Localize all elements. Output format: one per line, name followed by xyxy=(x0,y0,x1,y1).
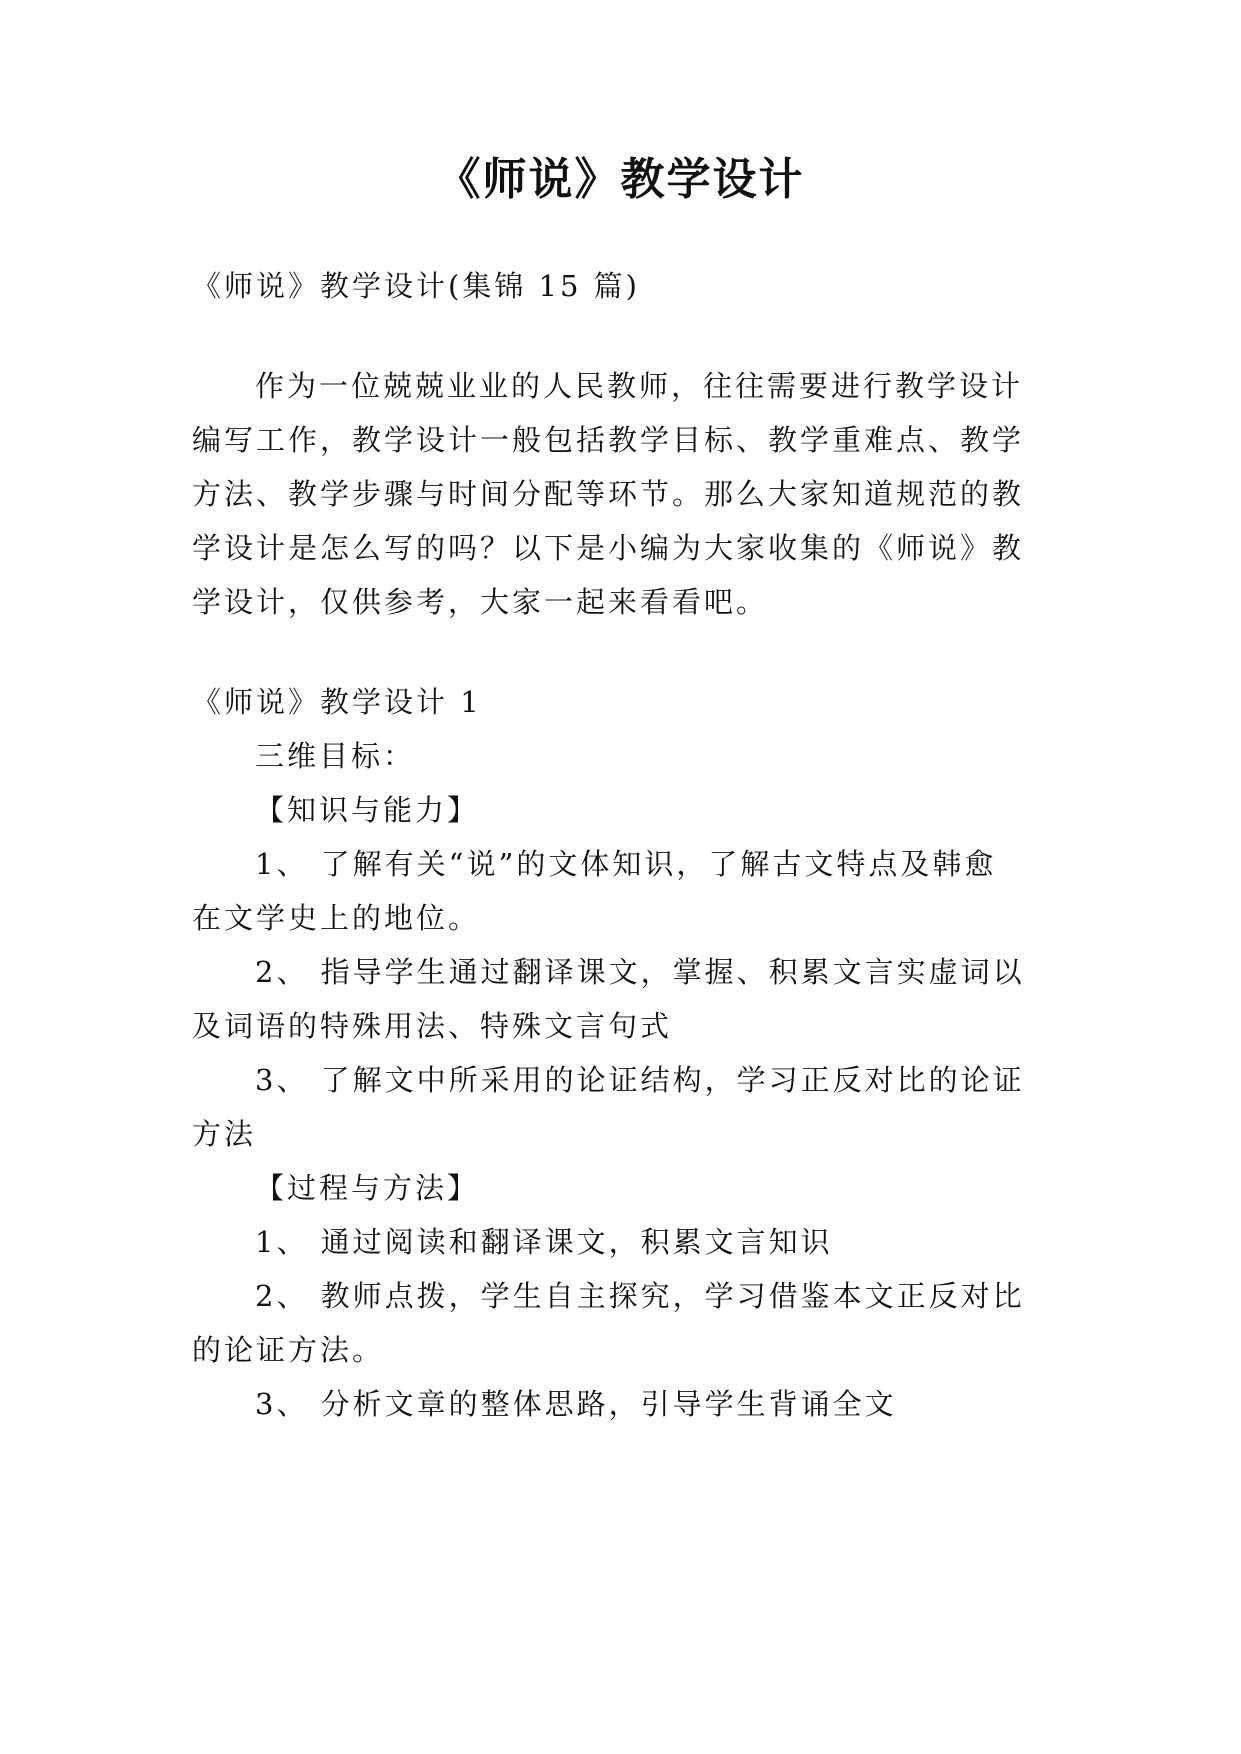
intro-line-3: 方法、教学步骤与时间分配等环节。那么大家知道规范的教 xyxy=(192,477,1025,511)
process-item-2-cont: 的论证方法。 xyxy=(192,1333,385,1367)
intro-line-5: 学设计，仅供参考，大家一起来看看吧。 xyxy=(192,585,769,619)
process-item-2: 2、 教师点拨，学生自主探究，学习借鉴本文正反对比 xyxy=(255,1279,1025,1313)
process-heading: 【过程与方法】 xyxy=(255,1171,480,1205)
knowledge-heading: 【知识与能力】 xyxy=(255,793,480,827)
goals-label: 三维目标： xyxy=(255,739,416,773)
knowledge-item-2: 2、 指导学生通过翻译课文，掌握、积累文言实虚词以 xyxy=(255,955,1025,989)
knowledge-item-1-cont: 在文学史上的地位。 xyxy=(192,901,481,935)
section-heading: 《师说》教学设计 1 xyxy=(192,685,482,719)
knowledge-item-2-cont: 及词语的特殊用法、特殊文言句式 xyxy=(192,1009,673,1043)
process-item-3: 3、 分析文章的整体思路，引导学生背诵全文 xyxy=(255,1387,897,1421)
knowledge-item-3-cont: 方法 xyxy=(192,1117,257,1151)
intro-line-1: 作为一位兢兢业业的人民教师，往往需要进行教学设计 xyxy=(255,369,1024,403)
intro-line-4: 学设计是怎么写的吗？以下是小编为大家收集的《师说》教 xyxy=(192,531,1025,565)
intro-line-2: 编写工作，教学设计一般包括教学目标、教学重难点、教学 xyxy=(192,423,1025,457)
document-title: 《师说》教学设计 xyxy=(436,154,805,205)
document-subtitle: 《师说》教学设计(集锦 15 篇) xyxy=(192,269,640,303)
knowledge-item-3: 3、 了解文中所采用的论证结构，学习正反对比的论证 xyxy=(255,1063,1025,1097)
knowledge-item-1: 1、 了解有关“说”的文体知识，了解古文特点及韩愈 xyxy=(255,847,997,881)
process-item-1: 1、 通过阅读和翻译课文，积累文言知识 xyxy=(255,1225,833,1259)
